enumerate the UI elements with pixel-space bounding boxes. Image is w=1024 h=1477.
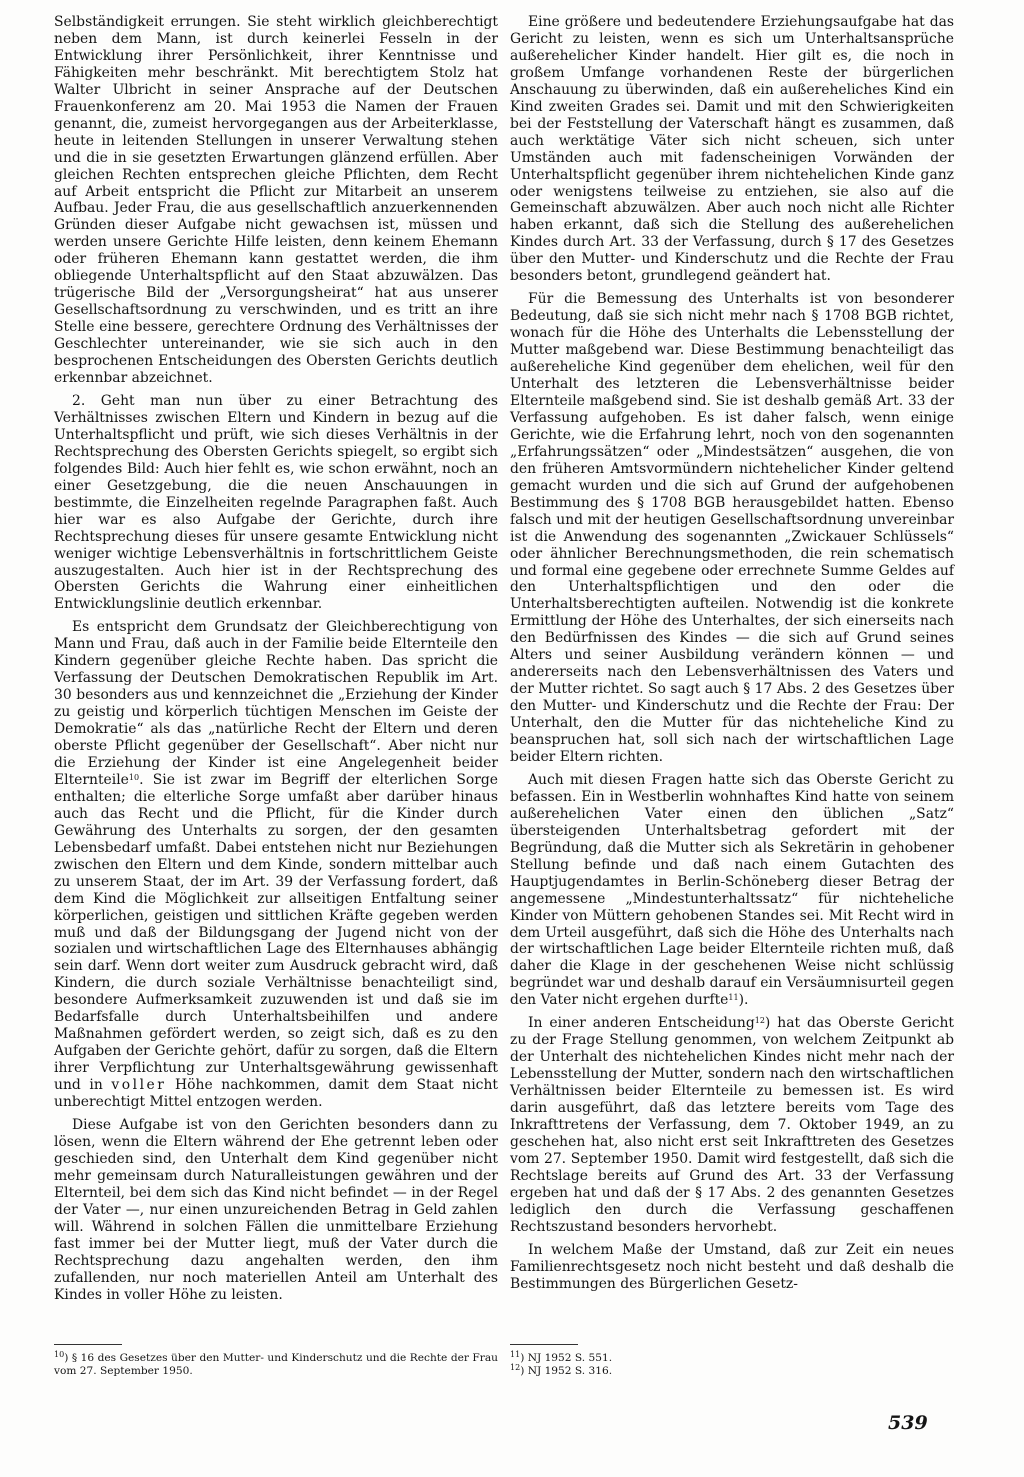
paragraph: Für die Bemessung des Unterhalts ist von besonderer Bedeutung, daß sie sich nicht mehr nach § 1708 BGB richtet, wonach für die Höhe des Unterhalts die Lebensstellung der Mutter maßgebend war. Diese Bestimmung benachteiligt das außereheliche Kind gegenüber dem ehelichen, weil für den Unterhalt des letzteren die Lebensverhältnisse beider Elternteile maßgebend sind. Sie ist deshalb gemäß Art. 33 der Verfassung aufgehoben. Es ist daher falsch, wenn einige Gerichte, wie die Erfahrung lehrt, noch von den sogenannten „Erfahrungssätzen“ oder „Mindestsätzen“ ausgehen, die von den früheren Amtsvormündern nichtehelicher Kinder geltend gemacht wurden und die sich auf Grund der aufgehobenen Bestimmung des § 1708 BGB herausgebildet hatten. Ebenso falsch und mit der heutigen Gesellschaftsordnung unvereinbar ist die Anwendung des sogenannten „Zwickauer Schlüssels“ oder ähnlicher Berechnungsmethoden, die rein schematisch und formal eine gegebene oder errechnete Summe Geldes auf den Unterhaltspflichtigen und den oder die Unterhaltsberechtigten aufteilen. Notwendig ist die konkrete Ermittlung der Höhe des Unterhaltes, der sich einerseits nach den Bedürfnissen des Kindes — die sich auf Grund seines Alters und seiner Ausbildung verändern können — und andererseits nach den Lebensverhältnissen des Vaters und der Mutter richtet. So sagt auch § 17 Abs. 2 des Gesetzes über den Mutter- und Kinderschutz und die Rechte der Frau: Der Unterhalt, den die Mutter für das nichteheliche Kind zu beanspruchen hat, soll sich nach der wirtschaftlichen Lage beider Eltern richten. — [510, 291, 954, 765]
footnote — [54, 1352, 498, 1379]
emphasized-text: voller — [111, 1077, 167, 1094]
paragraph: 2. Geht man nun über zu einer Betrachtung des Verhältnisses zwischen Eltern und Kindern in bezug auf die Unterhaltspflicht und prüft, wie sich dieses Verhältnis in der Rechtsprechung des Obersten Gerichts spiegelt, so ergibt sich folgendes Bild: Auch hier fehlt es, wie schon erwähnt, noch an einer Gesetzgebung, die die neuen Anschauungen in bestimmte, die Einzelheiten regelnde Paragraphen faßt. Auch hier war es also Aufgabe der Gerichte, durch ihre Rechtsprechung dieses für unsere gesamte Entwicklung nicht weniger wichtige Lebensverhältnis in fortschrittlichem Geiste auszugestalten. Auch hier ist in der Rechtsprechung des Obersten Gerichts die Wahrung einer einheitlichen Entwicklungslinie deutlich erkennbar. — [54, 392, 498, 613]
footnotes-right — [510, 1352, 954, 1379]
footnote-reference: 12 — [754, 1016, 765, 1026]
footnote-text: ) § 16 des Gesetzes über den Mutter- und Kinderschutz und die Rechte der Frau vom 27. September 1950. — [54, 1352, 498, 1378]
paragraph-text: ). — [738, 992, 749, 1009]
paragraph: Selbständigkeit errungen. Sie steht wirklich gleichberechtigt neben dem Mann, ist durch keinerlei Fesseln in der Entwicklung ihrer Persönlichkeit, ihrer Kenntnisse und Fähigkeiten mehr beschränkt. Mit berechtigtem Stolz hat Walter Ulbricht in seiner Ansprache auf der Deutschen Frauenkonferenz am 20. Mai 1953 die Namen der Frauen genannt, die, zumeist hervorgegangen aus der Arbeiterklasse, heute in leitenden Stellungen in unserer Verwaltung stehen und die in sie gesetzten Erwartungen glänzend erfüllen. Aber gleichen Rechten entsprechen gleiche Pflichten, dem Recht auf Arbeit entspricht die Pflicht zur Mitarbeit an unserem Aufbau. Jeder Frau, die aus gesellschaftlich anzuerkennenden Gründen dieser Aufgabe nicht gewachsen ist, müssen und werden unsere Gerichte Hilfe leisten, denn keinem Ehemann oder früheren Ehemann kann gestattet werden, die ihm obliegende Unterhaltspflicht auf den Staat abzuwälzen. Das trügerische Bild der „Versorgungsheirat“ hat aus unserer Gesellschaftsordnung zu verschwinden, und es tritt an ihre Stelle eine bessere, gerechtere Ordnung des Verhältnisses der Geschlechter untereinander, wie sie sich auch in den besprochenen Entscheidungen des Obersten Gerichts deutlich erkennbar abzeichnet. — [54, 14, 498, 387]
paragraph — [510, 1015, 954, 1235]
left-column — [54, 14, 498, 1303]
footnote — [510, 1365, 954, 1378]
page-number: 539 — [888, 1412, 928, 1434]
right-column — [510, 14, 954, 1293]
paragraph: Diese Aufgabe ist von den Gerichten besonders dann zu lösen, wenn die Eltern während der Ehe getrennt leben oder geschieden sind, den Unterhalt dem Kind gegenüber nicht mehr gemeinsam durch Naturalleistungen gewähren und der Elternteil, bei dem sich das Kind nicht befindet — in der Regel der Vater —, nur einen unzureichenden Betrag in Geld zahlen will. Während in solchen Fällen die unmittelbare Erziehung fast immer bei der Mutter liegt, muß der Vater durch die Rechtsprechung dazu angehalten werden, den ihm zufallenden, nur noch materiellen Anteil am Unterhalt des Kindes in voller Höhe zu leisten. — [54, 1117, 498, 1303]
paragraph — [510, 772, 954, 1009]
footnote — [510, 1352, 954, 1365]
paragraph: Eine größere und bedeutendere Erziehungsaufgabe hat das Gericht zu leisten, wenn es sich um Unterhaltsansprüche außerehelicher Kinder handelt. Hier gilt es, die noch in großem Umfange vorhandenen Reste der bürgerlichen Anschauung zu überwinden, daß ein außereheliches Kind ein Kind zweiten Grades sei. Damit und mit den Schwierigkeiten bei der Feststellung der Vaterschaft hängt es zusammen, daß auch werktätige Väter sich nicht scheuen, sich unter Umständen auch mit fadenscheinigen Vorwänden der Unterhaltspflicht gegenüber ihrem nichtehelichen Kinde ganz oder wenigstens teilweise zu entziehen, sie also auf die Gemeinschaft abzuwälzen. Aber auch noch nicht alle Richter haben erkannt, daß sich die Stellung des außerehelichen Kindes durch Art. 33 der Verfassung, durch § 17 des Gesetzes über den Mutter- und Kinderschutz und die Rechte der Frau besonders betont, grundlegend geändert hat. — [510, 14, 954, 285]
footnote-number: 10 — [54, 1350, 65, 1359]
footnote-reference: 11 — [728, 993, 739, 1003]
footnotes-left — [54, 1352, 498, 1379]
paragraph: In welchem Maße der Umstand, daß zur Zeit ein neues Familienrechtsgesetz noch nicht besteht und daß deshalb die Bestimmungen des Bürgerlichen Gesetz- — [510, 1241, 954, 1292]
footnote-separator — [510, 1344, 578, 1345]
footnote-number: 12 — [510, 1363, 521, 1373]
paragraph — [54, 619, 498, 1111]
footnote-separator — [54, 1344, 122, 1345]
paragraph-text: Höhe nachkommen, damit dem Staat nicht unberechtigt Mittel entzogen werden. — [54, 1077, 498, 1111]
paragraph-text: In einer anderen Entscheidung — [528, 1015, 755, 1032]
footnote-text: ) NJ 1952 S. 316. — [520, 1365, 613, 1378]
footnote-number: 11 — [510, 1350, 521, 1359]
paragraph-text: . Sie ist zwar im Begriff der elterlichen Sorge enthalten; die elterliche Sorge umfaßt aber darüber hinaus auch das Recht und die Pflicht, für die Kinder durch Gewährung des Unterhalts zu sorgen, der den gesamten Lebensbedarf umfaßt. Dabei entstehen nicht nur Beziehungen zwischen den Eltern und dem Kinde, sondern mittelbar auch zu unserem Staat, der im Art. 39 der Verfassung fordert, daß dem Kind die Möglichkeit zur allseitigen Entfaltung seiner körperlichen, geistigen und sittlichen Kräfte gegeben werden muß und daß der Bildungsgang der Jugend nicht von der sozialen und wirtschaftlichen Lage des Elternhauses abhängig sein darf. Wenn dort weiter zum Ausdruck gebracht wird, daß Kindern, die durch soziale Verhältnisse benachteiligt sind, besondere Aufmerksamkeit zuzuwenden ist und daß sie im Bedarfsfalle durch Unterhaltsbeihilfen und andere Maßnahmen gefördert werden, so zeigt sich, daß es zu den Aufgaben der Gerichte gehört, dafür zu sorgen, daß die Eltern ihrer Verpflichtung zur Unterhaltsgewährung gewissenhaft und in — [54, 771, 498, 1094]
footnote-text: ) NJ 1952 S. 551. — [520, 1352, 613, 1364]
paragraph-text: Auch mit diesen Fragen hatte sich das Oberste Gericht zu befassen. Ein in Westberlin wohnhaftes Kind hatte von seinem außerehelichen Vater einen den üblichen „Satz“ übersteigenden Unterhaltsbetrag gefordert mit der Begründung, daß die Mutter sich als Sekretärin in gehobener Stellung befinde und daß nach einem Gutachten des Hauptjugendamtes in Berlin-Schöneberg dieser Betrag der angemessene „Mindestunterhaltssatz“ für nichteheliche Kinder von Müttern gehobenen Standes sei. Mit Recht wird in dem Urteil ausgeführt, daß sich die Höhe des Unterhalts nach der wirtschaftlichen Lage beider Elternteile richten muß, daß daher die Klage in der geschehenen Weise nicht schlüssig begründet war und deshalb darauf ein Versäumnisurteil gegen den Vater nicht ergehen durfte — [510, 771, 954, 1009]
footnote-reference: 10 — [128, 772, 140, 782]
paragraph-text: Es entspricht dem Grundsatz der Gleichberechtigung von Mann und Frau, daß auch in der Familie beide Elternteile den Kindern gegenüber gleiche Rechte haben. Das spricht die Verfassung der Deutschen Demokratischen Republik im Art. 30 besonders aus und kennzeichnet die „Erziehung der Kinder zu geistig und körperlich tüchtigen Menschen im Geiste der Demokratie“ als das „natürliche Recht der Eltern und deren oberste Pflicht gegenüber der Gesellschaft“. Aber nicht nur die Erziehung der Kinder ist eine Angelegenheit beider Elternteile — [54, 619, 498, 788]
paragraph-text: ) hat das Oberste Gericht zu der Frage Stellung genommen, von welchem Zeitpunkt ab der Unterhalt des nichtehelichen Kindes nicht mehr nach der Lebensstellung der Mutter, sondern nach den wirtschaftlichen Verhältnissen beider Elternteile zu bemessen ist. Es wird darin ausgeführt, daß das letztere bereits vom Tage des Inkrafttretens der Verfassung, dem 7. Oktober 1949, an zu geschehen hat, also nicht erst seit Inkrafttreten des Gesetzes vom 27. September 1950. Damit wird festgestellt, daß sich die Rechtslage bereits auf Grund des Art. 33 der Verfassung ergeben hat und daß der § 17 Abs. 2 des genannten Gesetzes lediglich den durch die Verfassung geschaffenen Rechtszustand besonders hervorhebt. — [510, 1015, 954, 1235]
